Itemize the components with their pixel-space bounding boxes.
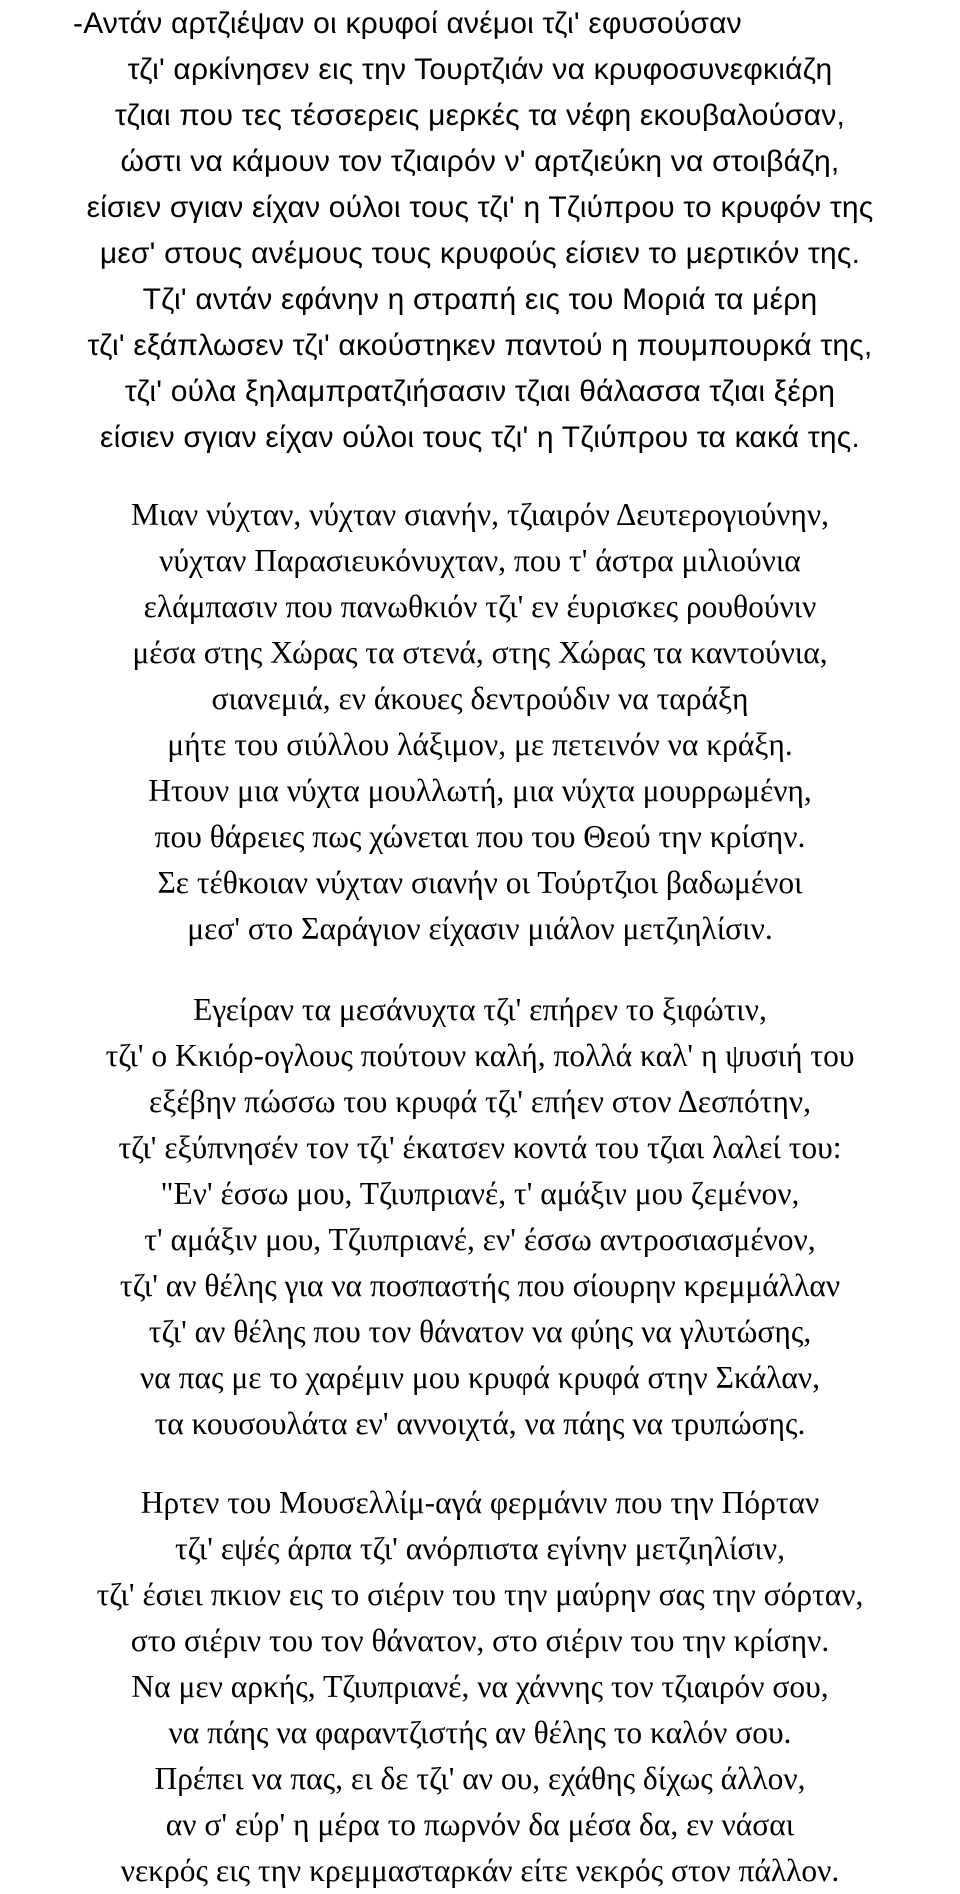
poem-line: τζι' αν θέλης για να ποσπαστής που σίουρην κρεμμάλλαν [119,1268,841,1303]
poem-line: τζι' αν θέλης που τον θάνατον να φύης να γλυτώσης, [148,1314,812,1349]
poem-line: εξέβην πώσσω του κρυφά τζι' επήεν στον Δεσπότην, [149,1084,811,1119]
poem-line: νεκρός εις την κρεμμασταρκάν είτε νεκρός στον πάλλον. [120,1853,840,1888]
stanza-2 [0,492,960,952]
poem-line: αν σ' εύρ' η μέρα το πωρνόν δα μέσα δα, εν νάσαι [165,1807,795,1842]
poem-line: είσιεν σγιαν είχαν ούλοι τους τζι' η Τζιύπρου το κρυφόν της [86,191,874,224]
poem-line: ελάμπασιν που πανωθκιόν τζι' εν έυρισκες ρουθούνιν [143,589,817,624]
poem-line: Μιαν νύχταν, νύχταν σιανήν, τζιαιρόν Δευτερογιούνην, [131,497,829,532]
stanza-4 [0,1480,960,1894]
poem-line: τζι' εψές άρπα τζι' ανόρπιστα εγίνην μετζιηλίσιν, [174,1531,786,1566]
poem-line: Τζι' αντάν εφάνην η στραπή εις του Μοριά τα μέρη [142,283,818,316]
poem-line: Εγείραν τα μεσάνυχτα τζι' επήρεν το ξιφώτιν, [193,992,767,1027]
poem-line: ώστι να κάμουν τον τζιαιρόν ν' αρτζιεύκη να στοιβάζη, [120,145,840,178]
poem-line: τζι' έσιει πκιον εις το σιέριν του την μαύρην σας την σόρταν, [96,1577,864,1612]
stanza-3 [0,987,960,1447]
poem-line: τζι' εξύπνησέν τον τζι' έκατσεν κοντά του τζιαι λαλεί του: [118,1130,842,1165]
poem-line: μεσ' στο Σαράγιον είχασιν μιάλον μετζιηλίσιν. [187,911,773,946]
poem-line: σιανεμιά, εν άκουες δεντρούδιν να ταράξη [211,681,749,716]
poem-line: Πρέπει να πας, ει δε τζι' αν ου, εχάθης δίχως άλλον, [154,1761,806,1796]
poem-line: Να μεν αρκής, Τζιυπριανέ, να χάννης τον τζιαιρόν σου, [131,1669,829,1704]
poem-line: που θάρειες πως χώνεται που του Θεού την κρίσην. [154,819,806,854]
poem-line: -Αντάν αρτζιέψαν οι κρυφοί ανέμοι τζι' εφυσούσαν [73,7,742,40]
poem-line: μέσα στης Χώρας τα στενά, στης Χώρας τα καντούνια, [132,635,828,670]
poem-line: στο σιέριν του τον θάνατον, στο σιέριν του την κρίσην. [130,1623,830,1658]
poem-line: τζι' ο Κκιόρ-ογλους πούτουν καλή, πολλά καλ' η ψυσιή του [105,1038,855,1073]
poem-line: μεσ' στους ανέμους τους κρυφούς είσιεν το μερτικόν της. [99,237,861,270]
poem-line: να πας με το χαρέμιν μου κρυφά κρυφά στην Σκάλαν, [139,1360,821,1395]
poem-line: τζι' αρκίνησεν εις την Τουρτζιάν να κρυφοσυνεφκιάζη [127,53,833,86]
poem-line: μήτε του σιύλλου λάξιμον, με πετεινόν να κράξη. [167,727,793,762]
poem-line: τζι' εξάπλωσεν τζι' ακούστηκεν παντού η πουμπουρκά της, [87,329,873,362]
poem-line: Ητουν μια νύχτα μουλλωτή, μια νύχτα μουρρωμένη, [148,773,812,808]
poem-line: τ' αμάξιν μου, Τζιυπριανέ, εν' έσσω αντροσιασμένον, [144,1222,816,1257]
poem-line: Ηρτεν του Μουσελλίμ-αγά φερμάνιν που την Πόρταν [140,1485,820,1520]
poem-line: νύχταν Παρασιευκόνυχταν, που τ' άστρα μιλιούνια [159,543,801,578]
poem-line: τζι' ούλα ξηλαμπρατζιήσασιν τζιαι θάλασσα τζιαι ξέρη [124,375,836,408]
poem-line: να πάης να φαραντζιστής αν θέλης το καλόν σου. [168,1715,792,1750]
poem-line: τζιαι που τες τέσσερεις μερκές τα νέφη εκουβαλούσαν, [114,99,846,132]
poem-line: τα κουσουλάτα εν' αννοιχτά, να πάης να τρυπώσης. [154,1406,806,1441]
poem-line: "Εν' έσσω μου, Τζιυπριανέ, τ' αμάξιν μου ζεμένον, [160,1176,800,1211]
poem-line: Σε τέθκοιαν νύχταν σιανήν οι Τούρτζιοι βαδωμένοι [157,865,803,900]
stanza-1 [0,1,960,461]
poem-line: είσιεν σγιαν είχαν ούλοι τους τζι' η Τζιύπρου τα κακά της. [100,421,860,454]
